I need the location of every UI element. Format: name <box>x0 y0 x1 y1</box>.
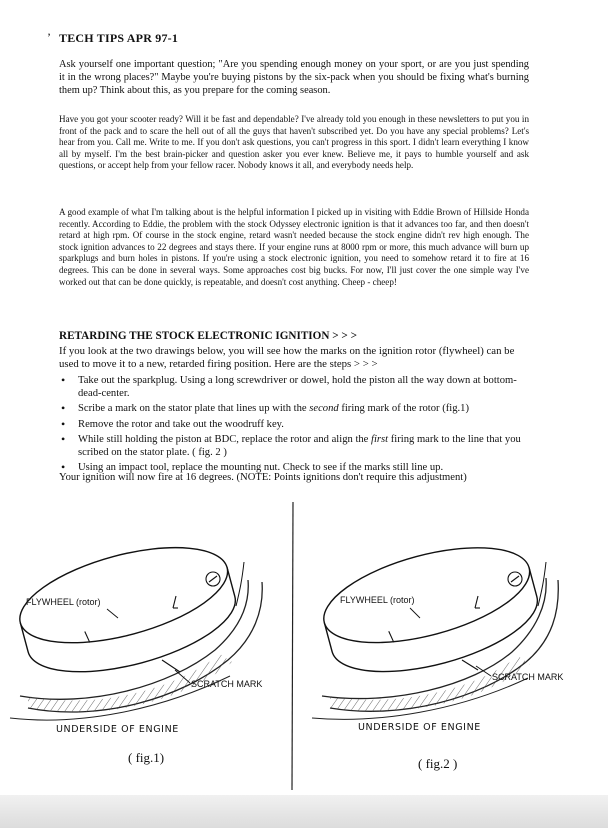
step-item: • Remove the rotor and take out the woodruff key. <box>59 418 534 431</box>
section-heading: RETARDING THE STOCK ELECTRONIC IGNITION > > > <box>59 330 357 342</box>
steps-list <box>59 374 534 476</box>
scan-bottom-edge <box>0 795 608 828</box>
step-item: • Using an impact tool, replace the mounting nut. Check to see if the marks still line up. <box>59 461 534 474</box>
paragraph-1: Ask yourself one important question; "Are you spending enough money on your sport, or are you just spending it in the wrong places?" Maybe you're buying pistons by the six-pack when you should be fixing what's burning them up? Think about this, as you prepare for the coming season. <box>59 59 529 96</box>
emphasis: first <box>371 433 389 445</box>
step-item: • Take out the sparkplug. Using a long screwdriver or dowel, hold the piston all the way down at bottom-dead-center. <box>59 374 534 400</box>
paragraph-3: A good example of what I'm talking about is the helpful information I picked up in visiting with Eddie Brown of Hillside Honda recently. According to Eddie, the problem with the stock Odyssey electronic ignition is that it advances too far, and then doesn't retard at high rpm. Of course in the stock engine, retard wasn't needed because the stock engine didn't rev high enough. The stock ignition advances to 22 degrees and stays there. If your engine runs at 8000 rpm or more, this much advance will burn up sparkplugs and burn holes in pistons. If you're using a stock electronic ignition, you need to somehow retard it to fire at 16 degrees. This can be done in several ways. Some approaches cost big bucks. For now, I'll just cover the one simple way I've worked out that can be done quickly, is repeatable, and doesn't cost anything. Cheep - cheep! <box>59 207 529 287</box>
steps-intro: If you look at the two drawings below, you will see how the marks on the ignition rotor (flywheel) can be used to move it to a new, retarded firing position. Here are the steps > > > <box>59 345 515 371</box>
figure-caption: ( fig.1) <box>128 750 165 765</box>
closing-note: Your ignition will now fire at 16 degrees. (NOTE: Points ignitions don't require this adjustment) <box>59 472 467 483</box>
step-item: • While still holding the piston at BDC, replace the rotor and align the first firing mark to the line that you scribed on the stator plate. ( fig. 2 ) <box>59 433 534 459</box>
paragraph-2: Have you got your scooter ready? Will it be fast and dependable? I've already told you enough in these newsletters to put you in front of the pack and to scare the hell out of all the guys that haven't subscribed yet. Do you have any special problems? Let's hear from you. Call me. Write to me. If you don't ask questions, you can't progress in this sport. I didn't learn everything I know all by myself. I'm the best brain-picker and question asker you ever knew. Believe me, it pays to humble yourself and ask questions, or accept help from your fellow racer. Nobody knows it all, and everybody needs help. <box>59 114 529 171</box>
scratch-mark-label: SCRATCH MARK <box>191 679 263 689</box>
figure-2 <box>312 529 563 771</box>
figures-drawing <box>0 500 608 800</box>
flywheel-label: FLYWHEEL (rotor) <box>340 595 415 605</box>
scratch-mark-label: SCRATCH MARK <box>492 672 564 682</box>
step-item: • Scribe a mark on the stator plate that lines up with the second firing mark of the rotor (fig.1) <box>59 402 534 415</box>
figure-1 <box>10 529 262 765</box>
figure-divider <box>292 502 293 790</box>
engine-label: UNDERSIDE OF ENGINE <box>56 724 179 735</box>
engine-label: UNDERSIDE OF ENGINE <box>358 722 481 733</box>
page-title: TECH TIPS APR 97-1 <box>59 31 179 45</box>
emphasis: second <box>309 403 339 415</box>
margin-mark: ’ <box>47 30 51 44</box>
figure-caption: ( fig.2 ) <box>418 756 458 771</box>
flywheel-label: FLYWHEEL (rotor) <box>26 597 101 607</box>
figures-area <box>0 500 608 800</box>
